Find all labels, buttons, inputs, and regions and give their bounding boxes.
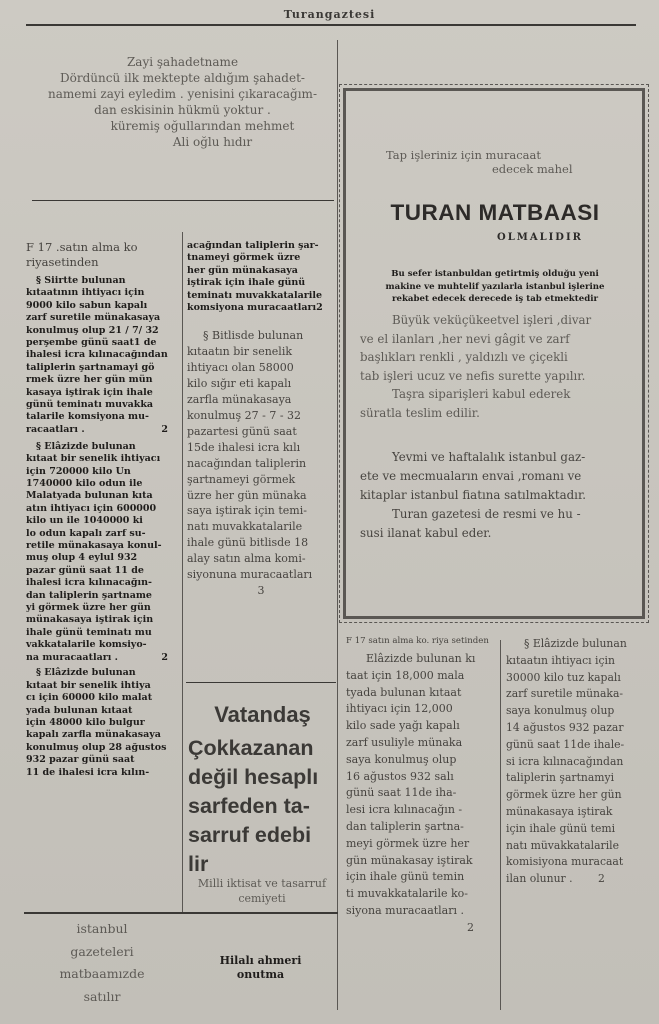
text-line: kapalı zarfla münakasaya (26, 729, 161, 741)
zayi-line: Dördüncü ilk mektepte aldığım şahadet- (60, 71, 305, 85)
text-line: şartnameyi görmek (187, 472, 296, 486)
ad-services (360, 311, 636, 422)
text-line: pazar günü saat 11 de (26, 564, 144, 576)
text-line: talarile komsiyona mu- (26, 411, 149, 423)
ad-subtitle: OLMALIDIR (497, 232, 583, 243)
text-line: kasaya iştirak için ihale (26, 386, 153, 398)
text-line: kıtaat bir senelik ihtiya (26, 679, 151, 691)
text-line: görmek üzre her gün (506, 788, 622, 802)
header-rule (26, 24, 636, 26)
zayi-signature: Ali oğlu hıdır (172, 135, 253, 149)
hilal-notice (188, 954, 333, 982)
text-line: kıtaat bir senelik ihtiyacı (26, 453, 161, 465)
text-line: günü teminatı muvakka (26, 399, 154, 411)
page-header: Turangaztesi (283, 8, 376, 21)
text-line: retile münakasaya konul- (26, 539, 162, 551)
slogan-line: sarfeden ta- (188, 794, 310, 818)
text-line: konulmuş 27 - 7 - 32 (187, 408, 302, 422)
text-line: ti muvakkatalarile ko- (346, 887, 468, 901)
text-line: teminatı muvakkatalarile (187, 289, 322, 301)
text-line: komisiyona muracaat (506, 855, 624, 869)
text-line: lo odun kapalı zarf su- (26, 527, 146, 539)
text-line: konulmuş olup 21 / 7/ 32 (26, 324, 159, 336)
text-line: kilo un ile 1040000 ki (26, 515, 143, 527)
text-line: zarf usuliyle münaka (346, 735, 463, 749)
text-line: natı müvakkatalarile (506, 838, 619, 852)
text-line: ihale günü bitlisde 18 (187, 536, 309, 550)
col3-body (346, 651, 498, 937)
text-line: Bu sefer istanbuldan getirtmiş olduğu yeni (391, 269, 599, 279)
text-line: ihalesi icra kılınacağın- (26, 577, 152, 589)
slogan-line: Çokkazanan (188, 736, 314, 760)
column-rule (182, 232, 183, 912)
text-line: § Elâzizde bulunan (36, 440, 136, 452)
text-line: yada bulunan kıtaat (26, 704, 133, 716)
ad-small-text (352, 268, 638, 306)
text-line: taliplerin şartnamyi (506, 771, 615, 785)
text-line: Büyük veküçükeetvel işleri ,divar (392, 313, 592, 327)
item-number: 2 (161, 652, 168, 663)
column-3 (346, 636, 498, 937)
vatandas-slogan (188, 734, 338, 879)
text-line: lesi icra kılınacağın - (346, 803, 463, 817)
text-line: Turan gazetesi de resmi ve hu - (392, 507, 581, 521)
zayi-signature: küremiş oğullarından mehmet (110, 119, 295, 133)
zayi-line: namemi zayi eyledim . yenisini çıkaracağım- (48, 87, 317, 101)
text-line: komsiyona muracaatları2 (187, 302, 323, 314)
vatandas-title: Vatandaş (214, 702, 311, 727)
text-line: yi görmek üzre her gün (26, 601, 151, 613)
text-line: saya iştirak için temi- (187, 504, 307, 518)
text-line: 14 ağustos 932 pazar (506, 720, 624, 734)
text-line: 1740000 kilo odun ile (26, 477, 143, 489)
text-line: susi ilanat kabul eder. (360, 526, 492, 540)
section-rule (24, 912, 338, 914)
text-line: 15de ihalesi icra kılı (187, 440, 301, 454)
text-line: iştirak için ihale günü (187, 277, 306, 289)
text-line: ihalesi icra kılınacağından (26, 349, 168, 361)
text-line: saya konulmuş olup (506, 704, 615, 718)
text-line: kıtaatın ihtiyacı için (506, 653, 615, 667)
text-line: kitaplar istanbul fiatına satılmaktadır. (360, 488, 587, 502)
text-line: için 48000 kilo bulgur (26, 717, 145, 729)
mid-para1 (187, 240, 335, 314)
text-line: siyona muracaatları . (346, 903, 465, 917)
text-line: günü saat 11de iha- (346, 786, 457, 800)
text-line: 16 ağustos 932 salı (346, 769, 454, 783)
item-number: 3 (257, 583, 265, 597)
zayi-notice (40, 54, 325, 150)
text-line: 30000 kilo tuz kapalı (506, 670, 621, 684)
text-line: ihale günü teminatı mu (26, 626, 152, 638)
text-line: onutma (236, 968, 285, 981)
text-line: § Elâzizde bulunan (36, 667, 136, 679)
text-line: kıtaatın bir senelik (187, 345, 293, 359)
text-line: si icra kılınacağından (506, 754, 624, 768)
text-line: na muracaatları . (26, 651, 118, 663)
mid-para2 (187, 328, 335, 598)
text-line: ihtiyacı için 12,000 (346, 702, 453, 716)
text-line: Elâzizde bulunan kı (366, 652, 476, 665)
text-line: racaatları . (26, 423, 85, 435)
text-line: münakasaya iştirak (506, 804, 613, 818)
text-line: perşembe günü saat1 de (26, 337, 157, 349)
text-line: için ihale günü temi (506, 821, 616, 835)
text-line: § Siirtte bulunan (36, 275, 126, 286)
text-line: günü saat 11de ihale- (506, 737, 625, 751)
text-line: saya konulmuş olup (346, 752, 457, 766)
text-line: 9000 kilo sabun kapalı (26, 299, 148, 311)
text-line: taat için 18,000 mala (346, 668, 465, 682)
text-line: natı muvakkatalarile (187, 520, 303, 534)
item-number: 2 (598, 872, 605, 886)
slogan-line: değil hesaplı (188, 765, 319, 789)
text-line: süratla teslim edilir. (360, 405, 480, 420)
zayi-title: Zayi şahadetname (126, 55, 239, 69)
slogan-line: sarruf edebi (188, 823, 312, 847)
text-line: başlıkları renkli , yaldızlı ve çiçekli (360, 350, 568, 364)
ad-title: TURAN MATBAASI (390, 200, 600, 225)
text-line: § Elâzizde bulunan (524, 637, 627, 650)
left-para3 (26, 667, 180, 779)
text-line: gün münakasay iştirak (346, 853, 473, 867)
text-line: matbaamızde (59, 966, 145, 981)
text-line: vakkatalarile komsiyo- (26, 639, 147, 651)
istanbul-notice (24, 918, 180, 1008)
text-line: makine ve muhtelif yazılarla istanbul işlerine (385, 281, 605, 292)
text-line: üzre her gün münaka (187, 488, 307, 502)
text-line: münakasaya iştirak için (26, 614, 154, 626)
text-line: cı için 60000 kilo malat (26, 692, 153, 704)
text-line: konulmuş olup 28 ağustos (26, 741, 167, 753)
left-para1 (26, 275, 180, 437)
text-line: 11 de ihalesi icra kılın- (26, 766, 150, 778)
text-line: zarfla münakasaya (187, 393, 292, 407)
text-line: ihtiyacı olan 58000 (187, 361, 294, 375)
text-line: Malatyada bulunan kıta (26, 490, 153, 502)
text-line: rekabet edecek derecede iş tab etmektedir (391, 294, 598, 305)
text-line: Yevmi ve haftalalık istanbul gaz- (392, 450, 586, 464)
slogan-line: lir (188, 852, 209, 876)
text-line: ilan olunur . (506, 872, 573, 886)
text-line: için ihale günü temin (346, 870, 465, 884)
text-line: § Bitlisde bulunan (203, 329, 304, 343)
text-line: ve el ilanları ,her nevi gâgit ve zarf (360, 331, 570, 346)
text-line: tnameyi görmek üzre (187, 252, 301, 264)
text-line: Hilalı ahmeri (219, 954, 302, 967)
text-line: muş olup 4 eylul 932 (26, 552, 138, 564)
text-line: zarf suretile münaka- (506, 687, 624, 701)
text-line: nacağından taliplerin (187, 456, 307, 470)
text-line: için 720000 kilo Un (26, 465, 131, 477)
text-line: tab işleri ucuz ve nefis surette yapılır. (360, 368, 586, 383)
text-line: kıtaatının ihtiyacı için (26, 287, 145, 299)
text-line: meyi görmek üzre her (346, 836, 470, 850)
text-line: pazartesi günü saat (187, 424, 297, 438)
text-line: satılır (83, 988, 121, 1004)
text-line: kilo sığır eti kapalı (187, 377, 292, 391)
section-rule (186, 682, 336, 683)
text-line: ete ve mecmuaların envai ,romanı ve (360, 469, 582, 483)
column-rule (500, 640, 501, 1010)
text-line: Taşra siparişleri kabul ederek (392, 387, 571, 401)
text-line: kilo sade yağı kapalı (346, 719, 460, 733)
text-line: tyada bulunan kıtaat (346, 685, 462, 699)
col3-heading: F 17 satın alma ko. riya setinden (346, 636, 489, 646)
text-line: acağından taliplerin şar- (187, 240, 319, 251)
section-rule (32, 200, 334, 201)
left-column (26, 240, 180, 779)
text-line: istanbul (76, 921, 128, 936)
text-line: taliplerin şartnamayi gö (26, 361, 155, 373)
zayi-line: dan eskisinin hükmü yoktur . (94, 103, 271, 117)
text-line: dan taliplerin şartna- (346, 819, 464, 833)
text-line: zarf suretile münakasaya (26, 312, 161, 324)
text-line: rmek üzre her gün mün (26, 374, 153, 386)
text-line: siyonuna muracaatları (187, 568, 313, 582)
text-line: gazeteleri (70, 943, 134, 959)
text-line: dan taliplerin şartname (26, 589, 152, 601)
middle-column (187, 240, 335, 599)
text-line: her gün münakasaya (187, 264, 298, 276)
text-line: 932 pazar günü saat (26, 754, 135, 766)
column-4 (506, 636, 650, 888)
left-heading: F 17 .satın alma ko riyasetinden (26, 240, 138, 269)
item-number: 2 (467, 920, 474, 934)
left-para2 (26, 441, 180, 665)
ad-intro (356, 148, 628, 176)
ad-intro-line: edecek mahel (492, 162, 573, 176)
text-line: alay satın alma komi- (187, 552, 306, 566)
vatandas-footer: Milli iktisat ve tasarruf cemiyeti (197, 877, 327, 905)
ad-newspapers (360, 448, 636, 543)
text-line: atın ihtiyacı için 600000 (26, 502, 157, 514)
ad-intro-line: Tap işleriniz için muracaat (386, 148, 541, 162)
item-number: 2 (161, 424, 168, 436)
